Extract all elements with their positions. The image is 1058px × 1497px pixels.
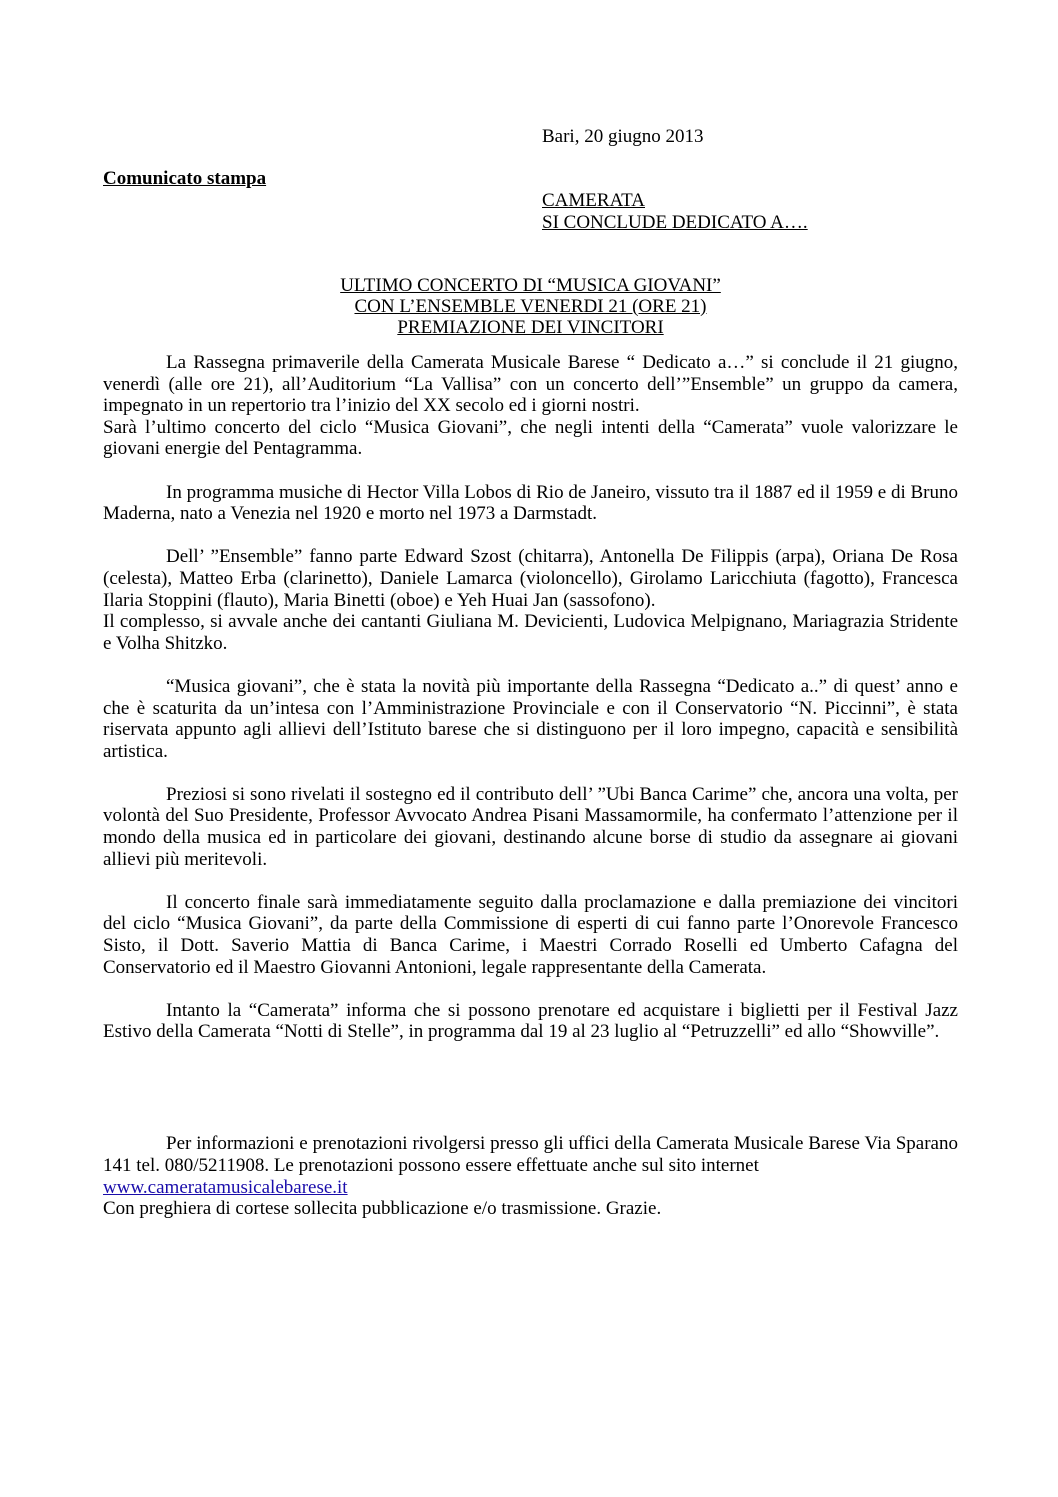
paragraph: La Rassegna primaverile della Camerata Musicale Barese “ Dedicato a…” si conclude il 21 giugno, venerdì (alle ore 21), all’Auditorium “La Vallisa” con un concerto dell’”Ensemble” un gruppo da camera, impegnato in un repertorio tra l’inizio del XX secolo ed i giorni nostri.	[103, 352, 958, 417]
paragraph: Dell’ ”Ensemble” fanno parte Edward Szost (chitarra), Antonella De Filippis (arpa), Oriana De Rosa (celesta), Matteo Erba (clarinetto), Daniele Lamarca (violoncello), Girolamo Laricchiuta (fagotto), Francesca Ilaria Stoppini (flauto), Maria Binetti (oboe) e Yeh Huai Jan (sassofono).	[103, 546, 958, 611]
website-link[interactable]: www.cameratamusicalebarese.it	[103, 1176, 348, 1198]
closing-note: Con preghiera di cortese sollecita pubblicazione e/o trasmissione. Grazie.	[103, 1198, 662, 1220]
contact-info: Per informazioni e prenotazioni rivolgersi presso gli uffici della Camerata Musicale Barese Via Sparano 141 tel. 080/5211908. Le prenotazioni possono essere effettuate anche sul sito internet	[103, 1133, 958, 1176]
paragraph: Intanto la “Camerata” informa che si possono prenotare ed acquistare i biglietti per il Festival Jazz Estivo della Camerata “Notti di Stelle”, in programma dal 19 al 23 luglio al “Petruzzelli” ed allo “Showville”.	[103, 999, 958, 1043]
document-type-heading: Comunicato stampa	[103, 168, 267, 189]
body-text	[103, 352, 958, 1043]
kicker-block	[542, 190, 808, 234]
kicker-line: SI CONCLUDE DEDICATO A….	[542, 212, 808, 233]
headline-block	[103, 275, 958, 338]
contact-footer	[103, 1133, 958, 1220]
paragraph: Preziosi si sono rivelati il sostegno ed il contributo dell’ ”Ubi Banca Carime” che, ancora una volta, per volontà del Suo Presidente, Professor Avvocato Andrea Pisani Massamormile, ha confermato l’attenzione per il mondo della musica ed in particolare dei giovani, destinando alcune borse di studio da assegnare ai giovani allievi più meritevoli.	[103, 783, 958, 870]
kicker-line: CAMERATA	[542, 190, 645, 211]
paragraph: Il complesso, si avvale anche dei cantanti Giuliana M. Devicienti, Ludovica Melpignano, Mariagrazia Stridente e Volha Shitzko.	[103, 611, 958, 654]
headline-line: CON L’ENSEMBLE VENERDI 21 (ORE 21)	[354, 296, 707, 317]
document-date: Bari, 20 giugno 2013	[542, 126, 704, 147]
paragraph: “Musica giovani”, che è stata la novità più importante della Rassegna “Dedicato a..” di quest’ anno e che è scaturita da un’intesa con l’Amministrazione Provinciale e con il Conservatorio “N. Piccinni”, è stata riservata appunto agli allievi dell’Istituto barese che si distinguono per il loro impegno, capacità e sensibilità artistica.	[103, 675, 958, 762]
headline-line: ULTIMO CONCERTO DI “MUSICA GIOVANI”	[340, 275, 721, 296]
paragraph: In programma musiche di Hector Villa Lobos di Rio de Janeiro, vissuto tra il 1887 ed il 1959 e di Bruno Maderna, nato a Venezia nel 1920 e morto nel 1973 a Darmstadt.	[103, 481, 958, 525]
headline-line: PREMIAZIONE DEI VINCITORI	[397, 317, 664, 338]
paragraph: Il concerto finale sarà immediatamente seguito dalla proclamazione e dalla premiazione dei vincitori del ciclo “Musica Giovani”, da parte della Commissione di esperti di cui fanno parte l’Onorevole Francesco Sisto, il Dott. Saverio Mattia di Banca Carime, i Maestri Corrado Roselli ed Umberto Cafagna del Conservatorio ed il Maestro Giovanni Antonioni, legale rappresentante della Camerata.	[103, 891, 958, 978]
paragraph: Sarà l’ultimo concerto del ciclo “Musica Giovani”, che negli intenti della “Camerata” vuole valorizzare le giovani energie del Pentagramma.	[103, 416, 958, 460]
website-link-line	[103, 1177, 958, 1199]
